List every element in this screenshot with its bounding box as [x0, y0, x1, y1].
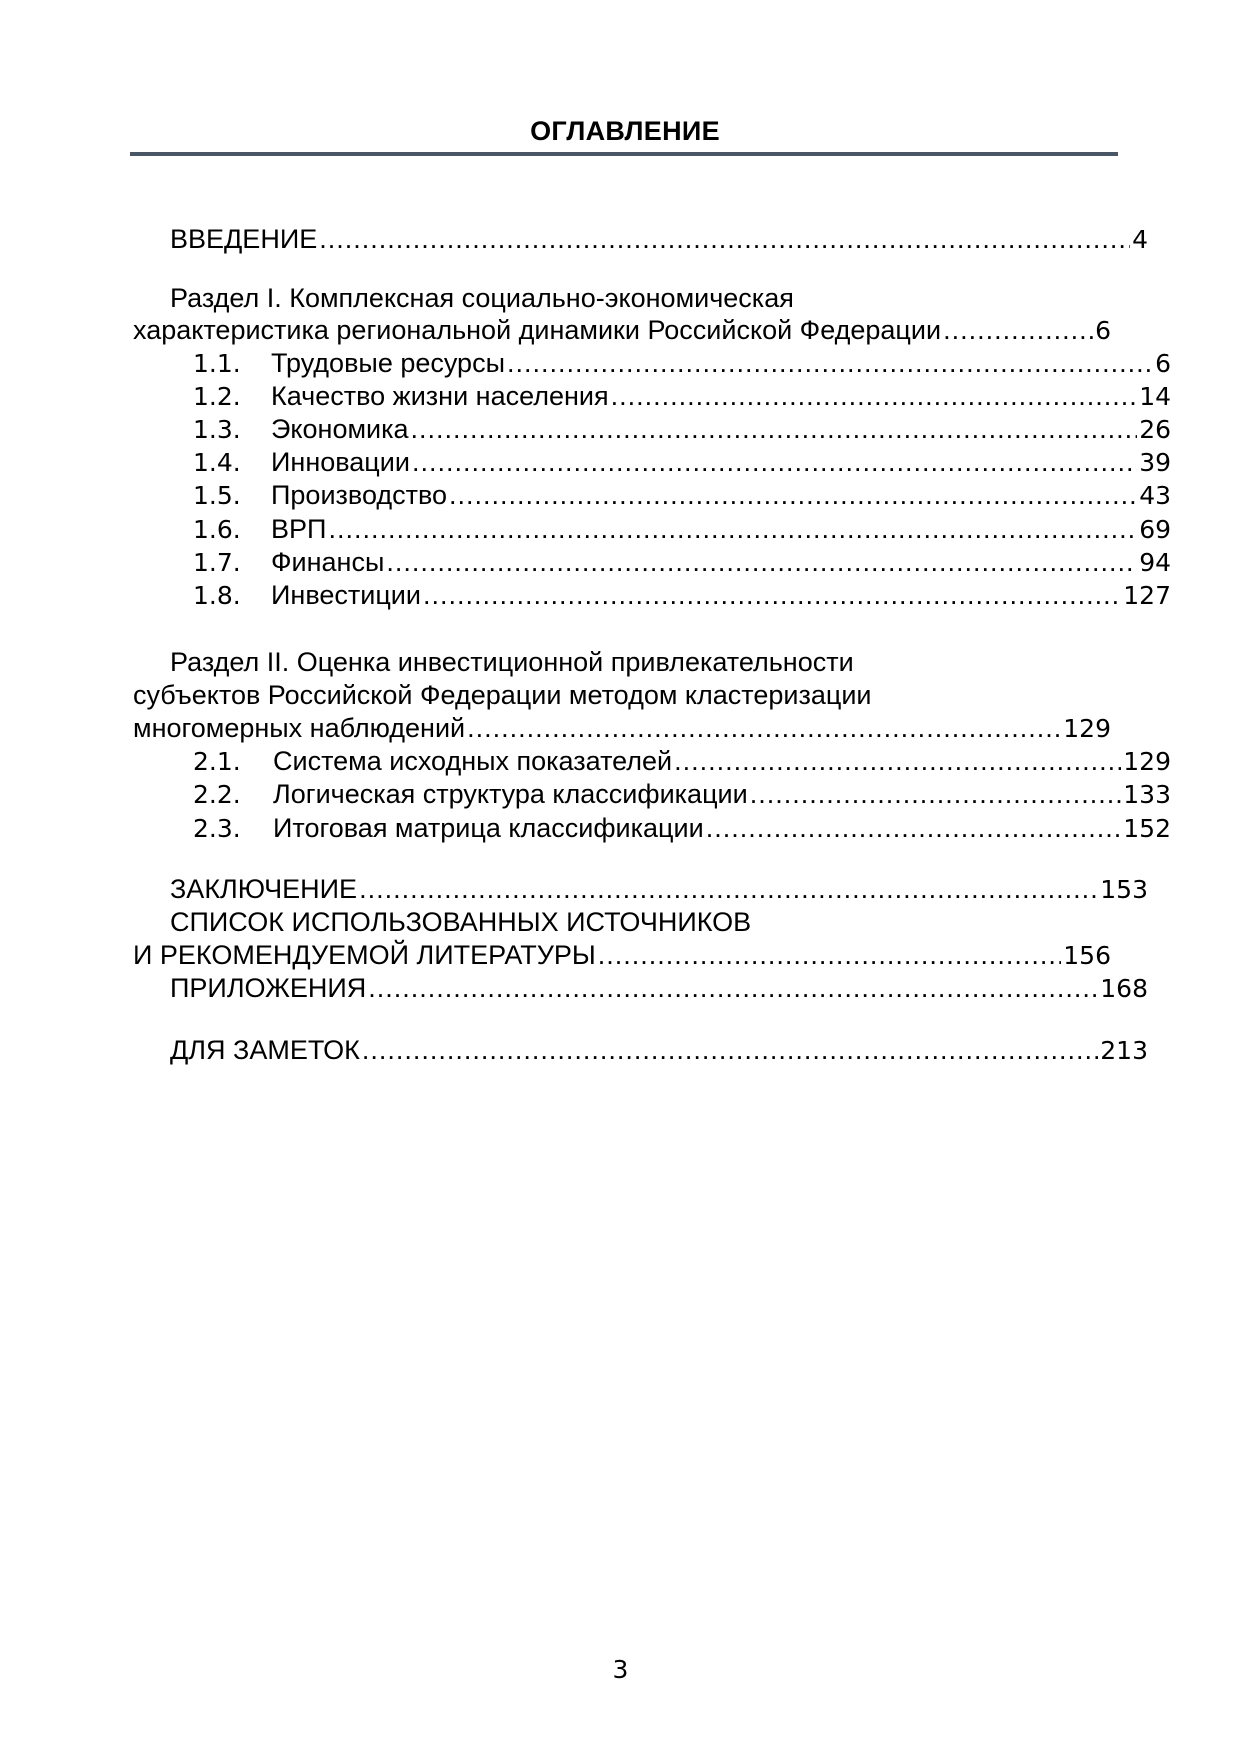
toc-subentry[interactable]: [133, 779, 1171, 813]
dot-leader: [467, 713, 1061, 744]
toc-subentry-number: 1.2.: [193, 382, 241, 411]
toc-subentry-number: 2.2.: [193, 780, 241, 809]
toc-page-number: 6: [1155, 349, 1171, 378]
dot-leader: [412, 447, 1137, 478]
toc-subentry[interactable]: [133, 414, 1171, 448]
toc-page-number: 152: [1123, 814, 1171, 843]
toc-page-number: 69: [1139, 515, 1171, 544]
toc-page-number: 153: [1100, 875, 1148, 904]
toc-subentry-number: 2.3.: [193, 814, 241, 843]
toc-entry-label: ПРИЛОЖЕНИЯ: [170, 973, 367, 1003]
toc-subentry-number: 1.6.: [193, 515, 241, 544]
toc-subentry[interactable]: [133, 447, 1171, 481]
toc-subentry[interactable]: [133, 480, 1171, 514]
dot-leader: [449, 480, 1137, 511]
toc-page-number: 213: [1100, 1036, 1148, 1065]
toc-entry-label: СПИСОК ИСПОЛЬЗОВАННЫХ ИСТОЧНИКОВ: [170, 907, 752, 937]
toc-entry-label: И РЕКОМЕНДУЕМОЙ ЛИТЕРАТУРЫ: [133, 940, 596, 970]
dot-leader: [706, 813, 1122, 844]
toc-entry-label: Логическая структура классификации: [273, 779, 748, 809]
toc-entry-label: субъектов Российской Федерации методом кластеризации: [133, 680, 872, 710]
toc-entry-label: Инвестиции: [271, 580, 421, 610]
toc-entry-conclusion[interactable]: [133, 874, 1148, 908]
toc-page-number: 156: [1063, 941, 1111, 970]
dot-leader: [319, 224, 1130, 255]
toc-page-number: 94: [1139, 548, 1171, 577]
toc-section-1-heading-cont[interactable]: [133, 315, 1111, 349]
toc-entry-label: многомерных наблюдений: [133, 713, 466, 743]
dot-leader: [750, 779, 1122, 810]
toc-entry-label: Трудовые ресурсы: [271, 348, 505, 378]
toc-section-2-heading-cont[interactable]: [133, 713, 1111, 747]
toc-subentry-number: 1.8.: [193, 581, 241, 610]
dot-leader: [423, 580, 1121, 611]
title-divider: [130, 152, 1118, 156]
dot-leader: [362, 1035, 1098, 1066]
toc-subentry-number: 2.1.: [193, 747, 241, 776]
toc-page-number: 39: [1139, 448, 1171, 477]
dot-leader: [386, 547, 1137, 578]
toc-page-number: 133: [1123, 780, 1171, 809]
dot-leader: [328, 514, 1137, 545]
dot-leader: [611, 381, 1138, 412]
toc-entry-label: Раздел II. Оценка инвестиционной привлекательности: [170, 647, 854, 677]
toc-entry-label: Качество жизни населения: [271, 381, 609, 411]
toc-subentry-number: 1.3.: [193, 415, 241, 444]
toc-entry-sources-cont[interactable]: [133, 940, 1111, 974]
page-number: 3: [612, 1655, 629, 1684]
toc-page-number: 129: [1123, 747, 1171, 776]
toc-entry-label: Система исходных показателей: [273, 746, 673, 776]
toc-page-number: 168: [1100, 974, 1148, 1003]
toc-entry-label: Экономика: [271, 414, 409, 444]
toc-subentry-number: 1.1.: [193, 349, 241, 378]
toc-page-number: 26: [1139, 415, 1171, 444]
dot-leader: [411, 414, 1138, 445]
toc-subentry-number: 1.5.: [193, 481, 241, 510]
dot-leader: [507, 348, 1153, 379]
dot-leader: [368, 973, 1098, 1004]
toc-page-number: 127: [1123, 581, 1171, 610]
toc-subentry[interactable]: [133, 746, 1171, 780]
toc-entry-label: Производство: [271, 480, 448, 510]
toc-entry-label: ВРП: [271, 514, 327, 544]
dot-leader: [598, 940, 1061, 971]
toc-subentry[interactable]: [133, 580, 1171, 614]
toc-entry-label: Финансы: [271, 547, 385, 577]
toc-subentry[interactable]: [133, 381, 1171, 415]
toc-entry-label: характеристика региональной динамики Российской Федерации: [133, 315, 942, 345]
toc-subentry-number: 1.4.: [193, 448, 241, 477]
toc-entry-label: ЗАКЛЮЧЕНИЕ: [170, 874, 358, 904]
toc-entry-label: ВВЕДЕНИЕ: [170, 224, 318, 254]
toc-page-number: 6: [1095, 316, 1111, 345]
toc-subentry[interactable]: [133, 514, 1171, 548]
dot-leader: [674, 746, 1121, 777]
toc-subentry[interactable]: [133, 348, 1171, 382]
toc-subentry[interactable]: [133, 547, 1171, 581]
toc-entry-sources[interactable]: [133, 907, 1111, 941]
toc-entry-notes[interactable]: [133, 1035, 1148, 1069]
toc-section-1-heading[interactable]: [133, 283, 1111, 317]
dot-leader: [943, 315, 1093, 346]
toc-entry-label: Итоговая матрица классификации: [273, 813, 704, 843]
toc-entry-intro[interactable]: [133, 224, 1148, 258]
toc-page-number: 14: [1139, 382, 1171, 411]
toc-page-number: 129: [1063, 714, 1111, 743]
toc-section-2-heading-cont[interactable]: [133, 680, 1111, 714]
toc-subentry-number: 1.7.: [193, 548, 241, 577]
toc-page-number: 4: [1132, 225, 1148, 254]
toc-section-2-heading[interactable]: [133, 647, 1111, 681]
toc-entry-label: Инновации: [271, 447, 410, 477]
toc-entry-appendix[interactable]: [133, 973, 1148, 1007]
page-title: ОГЛАВЛЕНИЕ: [530, 116, 720, 146]
dot-leader: [359, 874, 1098, 905]
toc-entry-label: Раздел I. Комплексная социально-экономическая: [170, 283, 794, 313]
toc-subentry[interactable]: [133, 813, 1171, 847]
toc-entry-label: ДЛЯ ЗАМЕТОК: [170, 1035, 360, 1065]
toc-page-number: 43: [1139, 481, 1171, 510]
